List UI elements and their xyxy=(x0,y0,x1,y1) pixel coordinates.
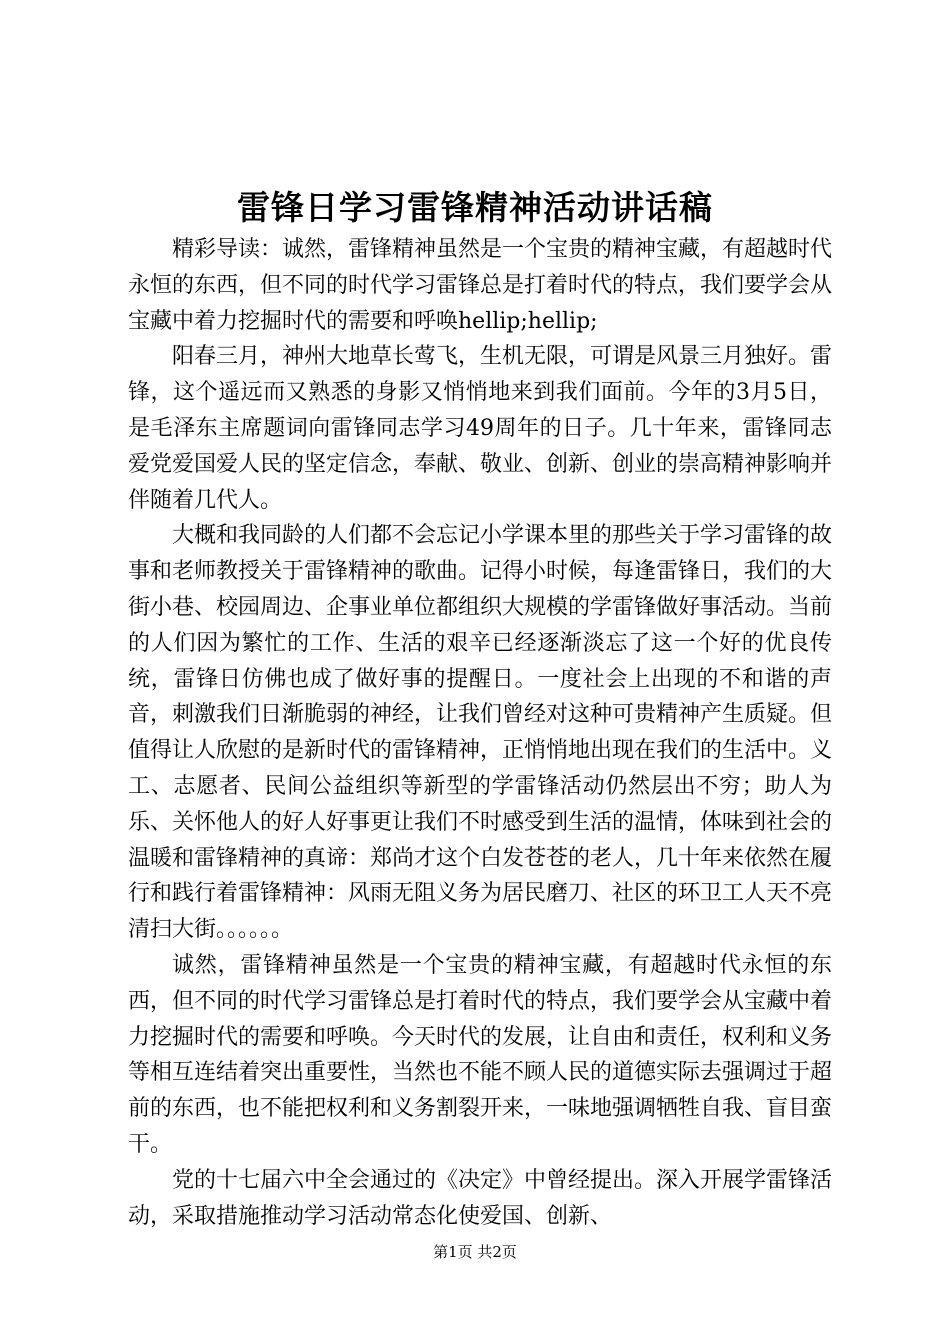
page-footer: 第1页 共2页 xyxy=(433,1243,517,1261)
document-body xyxy=(128,232,832,1234)
paragraph-spring: 阳春三月，神州大地草长莺飞，生机无限，可谓是风景三月独好。雷锋，这个遥远而又熟悉的身影又悄悄地来到我们面前。今年的3月5日，是毛泽东主席题词向雷锋同志学习49周年的日子。几十年来，雷锋同志爱党爱国爱人民的坚定信念，奉献、敬业、创新、创业的崇高精神影响并伴随着几代人。 xyxy=(128,344,833,513)
document-title: 雷锋日学习雷锋精神活动讲话稿 xyxy=(237,188,713,227)
paragraph-intro: 精彩导读：诚然，雷锋精神虽然是一个宝贵的精神宝藏，有超越时代永恒的东西，但不同的时代学习雷锋总是打着时代的特点，我们要学会从宝藏中着力挖掘时代的需要和呼唤hellip;hellip; xyxy=(128,237,833,334)
paragraph-era: 诚然，雷锋精神虽然是一个宝贵的精神宝藏，有超越时代永恒的东西，但不同的时代学习雷锋总是打着时代的特点，我们要学会从宝藏中着力挖掘时代的需要和呼唤。今天时代的发展，让自由和责任，权利和义务等相互连结着突出重要性，当然也不能不顾人民的道德实际去强调过于超前的东西，也不能把权利和义务割裂开来，一味地强调牺牲自我、盲目蛮干。 xyxy=(128,952,833,1157)
paragraph-memories: 大概和我同龄的人们都不会忘记小学课本里的那些关于学习雷锋的故事和老师教授关于雷锋精神的歌曲。记得小时候，每逢雷锋日，我们的大街小巷、校园周边、企事业单位都组织大规模的学雷锋做好事活动。当前的人们因为繁忙的工作、生活的艰辛已经逐渐淡忘了这一个好的优良传统，雷锋日仿佛也成了做好事的提醒日。一度社会上出现的不和谐的声音，刺激我们日渐脆弱的神经，让我们曾经对这种可贵精神产生质疑。但值得让人欣慰的是新时代的雷锋精神，正悄悄地出现在我们的生活中。义工、志愿者、民间公益组织等新型的学雷锋活动仍然层出不穷；助人为乐、关怀他人的好人好事更让我们不时感受到生活的温情，体味到社会的温暖和雷锋精神的真谛：郑尚才这个白发苍苍的老人，几十年来依然在履行和践行着雷锋精神：风雨无阻义务为居民磨刀、社区的环卫工人天不亮清扫大街。。。。。。 xyxy=(128,523,833,943)
paragraph-party: 党的十七届六中全会通过的《决定》中曾经提出。深入开展学雷锋活动，采取措施推动学习活动常态化使爱国、创新、 xyxy=(128,1167,833,1229)
